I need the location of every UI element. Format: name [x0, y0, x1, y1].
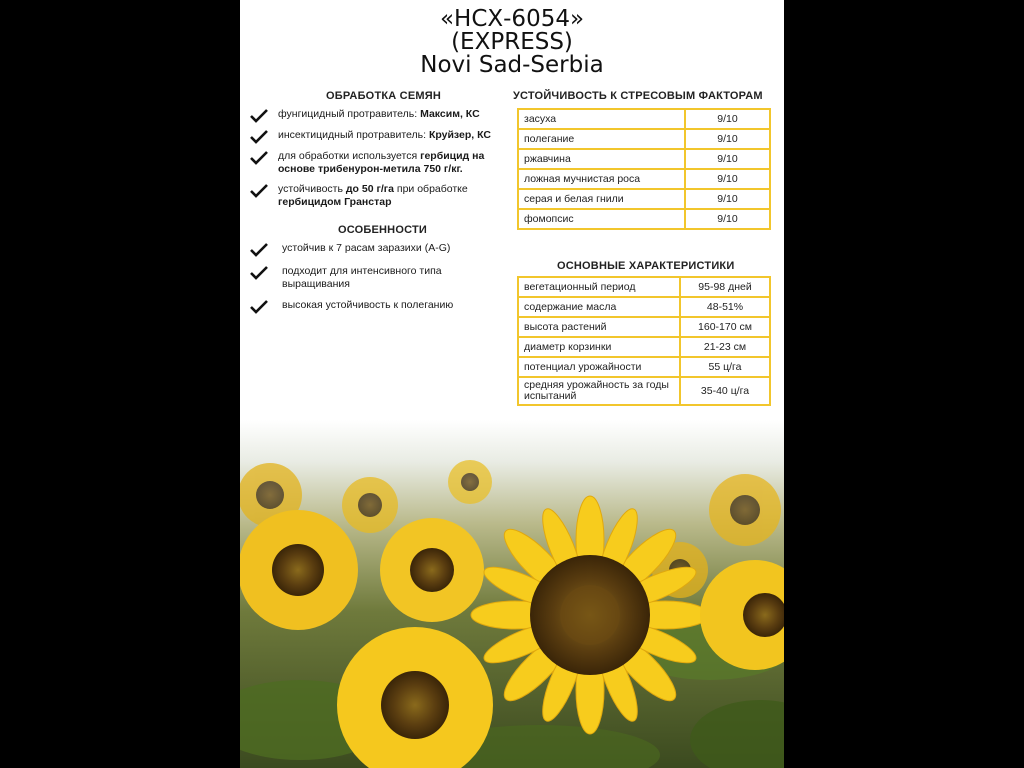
checkmark-icon: [250, 243, 268, 257]
list-item: устойчив к 7 расам заразихи (A-G): [240, 242, 510, 255]
product-title: [240, 8, 784, 77]
list-item: для обработки используется гербицид на основе трибенурон-метила 750 г/кг.: [240, 150, 510, 176]
table-row: диаметр корзинки 21-23 см: [518, 337, 770, 357]
product-sheet: [240, 0, 784, 768]
table-row: ржавчина 9/10: [518, 149, 770, 169]
seed-treatment-heading: ОБРАБОТКА СЕМЯН: [326, 90, 441, 102]
features-list: [240, 242, 510, 320]
list-item: подходит для интенсивного типа выращивания: [240, 265, 510, 291]
table-row: ложная мучнистая роса 9/10: [518, 169, 770, 189]
seed-treatment-list: [240, 108, 510, 217]
title-line-1: «НСХ-6054»: [439, 6, 585, 32]
title-line-3: Novi Sad-Serbia: [420, 52, 604, 78]
table-row: серая и белая гнили 9/10: [518, 189, 770, 209]
checkmark-icon: [250, 130, 268, 144]
characteristics-table: [517, 276, 771, 406]
checkmark-icon: [250, 184, 268, 198]
list-item: инсектицидный протравитель: Круйзер, КС: [240, 129, 510, 142]
table-row: вегетационный период 95-98 дней: [518, 277, 770, 297]
table-row: содержание масла 48-51%: [518, 297, 770, 317]
checkmark-icon: [250, 266, 268, 280]
list-item: высокая устойчивость к полеганию: [240, 299, 510, 312]
stress-heading: УСТОЙЧИВОСТЬ К СТРЕСОВЫМ ФАКТОРАМ: [513, 90, 763, 102]
sunflower-field-image: [240, 420, 784, 768]
checkmark-icon: [250, 300, 268, 314]
characteristics-heading: ОСНОВНЫЕ ХАРАКТЕРИСТИКИ: [557, 260, 735, 272]
table-row: фомопсис 9/10: [518, 209, 770, 229]
table-row: потенциал урожайности 55 ц/га: [518, 357, 770, 377]
features-heading: ОСОБЕННОСТИ: [338, 224, 427, 236]
table-row: полегание 9/10: [518, 129, 770, 149]
table-row: засуха 9/10: [518, 109, 770, 129]
title-line-2: (EXPRESS): [451, 29, 573, 55]
stress-table: [517, 108, 771, 230]
table-row: высота растений 160-170 см: [518, 317, 770, 337]
table-row: средняя урожайность за годы испытаний 35-40 ц/га: [518, 377, 770, 405]
checkmark-icon: [250, 151, 268, 165]
list-item: устойчивость до 50 г/га при обработке гербицидом Гранстар: [240, 183, 510, 209]
checkmark-icon: [250, 109, 268, 123]
list-item: фунгицидный протравитель: Максим, КС: [240, 108, 510, 121]
